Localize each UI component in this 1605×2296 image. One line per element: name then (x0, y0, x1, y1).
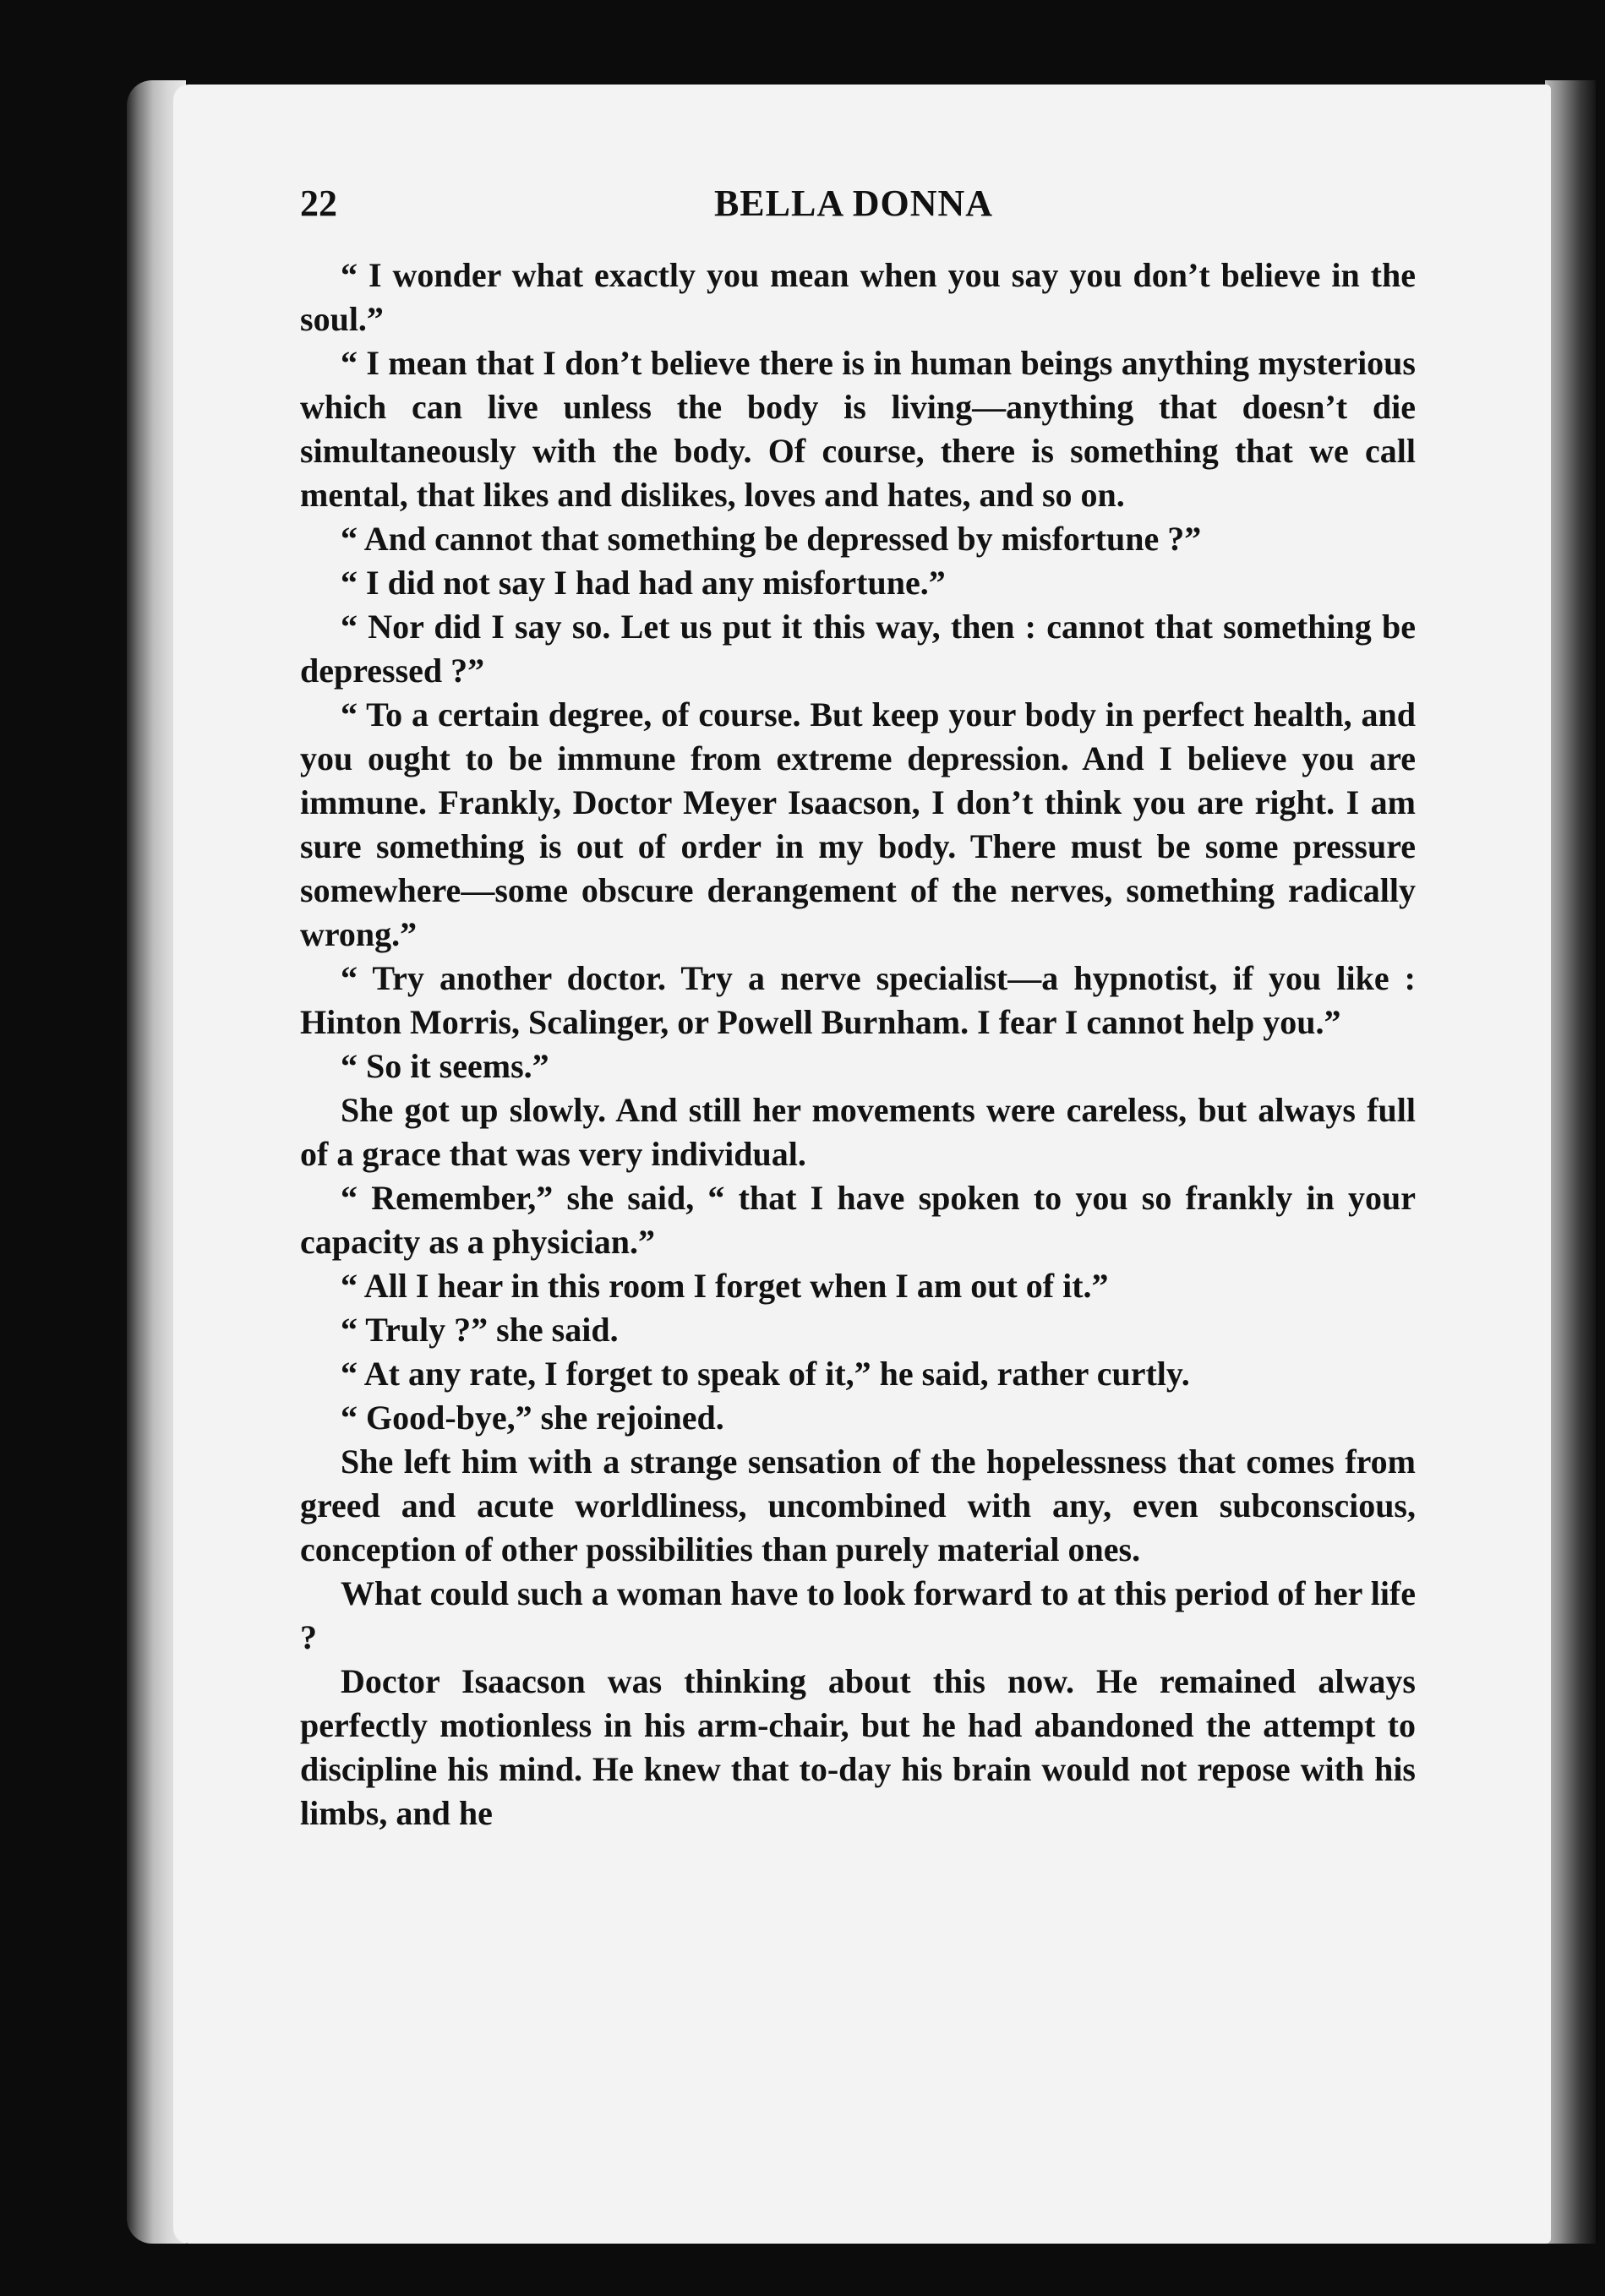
paragraph: She left him with a strange sensation of the hopelessness that comes from greed and acute worldliness, uncombined with any, even subconscious, conception of other possibilities than purely material ones. (300, 1442, 1416, 1568)
paragraph: “ So it seems.” (341, 1047, 549, 1085)
paragraph: “ Remember,” she said, “ that I have spoken to you so frankly in your capacity as a physician.” (300, 1179, 1416, 1261)
body-text (300, 254, 1416, 1835)
paragraph: “ To a certain degree, of course. But keep your body in perfect health, and you ought to be immune from extreme depression. And I believe you are immune. Frankly, Doctor Meyer Isaacson, I don’t think you are right. I am sure something is out of order in my body. There must be some pressure somewhere—some obscure derangement of the nerves, something radically wrong.” (300, 695, 1416, 953)
page-number: 22 (300, 183, 337, 224)
paragraph: “ I wonder what exactly you mean when you say you don’t believe in the soul.” (300, 256, 1416, 338)
paragraph: “ I mean that I don’t believe there is in human beings anything mysterious which can live unless the body is living—anything that doesn’t die simultaneously with the body. Of course, there is something that we call mental, that likes and dislikes, loves and hates, and so on. (300, 344, 1416, 514)
paragraph: “ And cannot that something be depressed by misfortune ?” (341, 520, 1202, 558)
paragraph: “ At any rate, I forget to speak of it,” he said, rather curtly. (341, 1355, 1190, 1393)
paragraph: “ Truly ?” she said. (341, 1311, 619, 1349)
paragraph: “ All I hear in this room I forget when I am out of it.” (341, 1267, 1109, 1305)
paragraph: Doctor Isaacson was thinking about this now. He remained always perfectly motionless in his arm-chair, but he had abandoned the attempt to discipline his mind. He knew that to-day his brain would not repose with his limbs, and he (300, 1662, 1416, 1832)
book-fore-edge (1545, 80, 1596, 2244)
paragraph: “ Try another doctor. Try a nerve specialist—a hypnotist, if you like : Hinton Morris, Scalinger, or Powell Burnham. I fear I cannot help you.” (300, 959, 1416, 1041)
page-header (300, 182, 1407, 241)
paragraph: She got up slowly. And still her movements were careless, but always full of a grace that was very individual. (300, 1091, 1416, 1173)
paragraph: What could such a woman have to look forward to at this period of her life ? (300, 1574, 1416, 1656)
paragraph: “ I did not say I had had any misfortune.” (341, 564, 946, 602)
running-head: BELLA DONNA (713, 183, 994, 224)
paragraph: “ Good-bye,” she rejoined. (341, 1399, 724, 1437)
paragraph: “ Nor did I say so. Let us put it this way, then : cannot that something be depressed ?” (300, 608, 1416, 690)
